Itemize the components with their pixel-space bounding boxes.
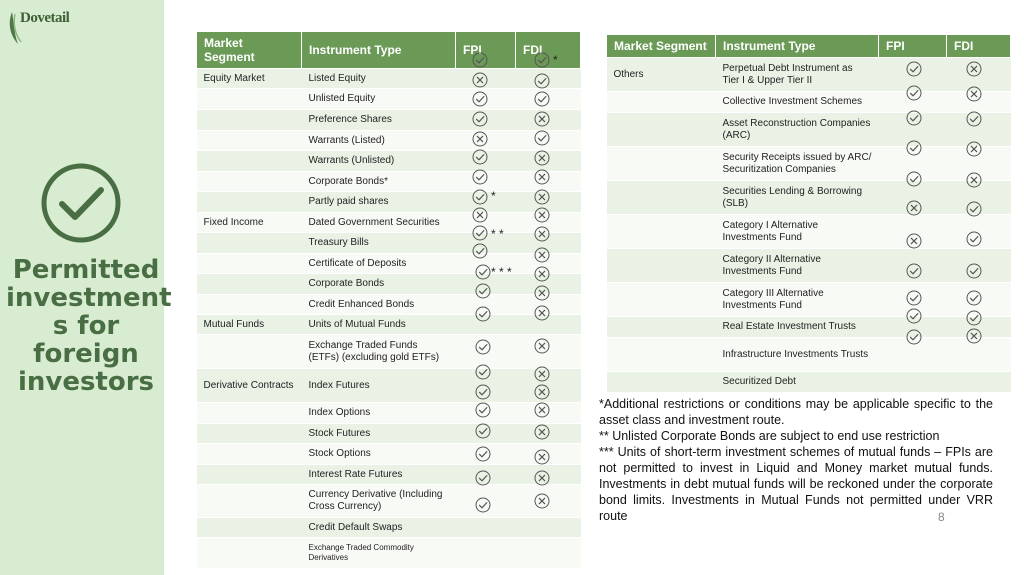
market-segment-cell	[197, 233, 302, 254]
market-segment-cell	[197, 110, 302, 131]
fdi-cell	[947, 372, 1011, 393]
table-row	[197, 369, 581, 403]
fpi-cell	[456, 518, 516, 538]
table-row	[197, 110, 581, 131]
market-segment-cell	[607, 372, 716, 393]
cross-circle-icon	[472, 207, 488, 223]
market-segment-cell	[197, 192, 302, 213]
table-row	[607, 215, 1011, 249]
footnote-1: *Additional restrictions or conditions may be applicable specific to the asset class and investment route.	[599, 397, 993, 427]
cross-circle-icon	[472, 72, 488, 88]
check-circle-icon	[475, 306, 491, 322]
cross-circle-icon	[966, 141, 982, 157]
check-circle-icon	[906, 61, 922, 77]
check-circle-icon	[966, 111, 982, 127]
instrument-type-cell: Exchange Traded Funds (ETFs) (excluding gold ETFs)	[302, 335, 456, 369]
asterisk-mark: * *	[491, 227, 504, 241]
table-row	[197, 89, 581, 110]
check-circle-icon	[966, 231, 982, 247]
cross-circle-icon	[534, 266, 550, 282]
check-circle-icon	[906, 263, 922, 279]
table-row	[607, 249, 1011, 283]
cross-circle-icon	[534, 424, 550, 440]
cross-circle-icon	[472, 131, 488, 147]
instrument-type-cell: Units of Mutual Funds	[302, 315, 456, 335]
check-circle-icon	[472, 111, 488, 127]
market-segment-cell	[197, 403, 302, 424]
check-circle-icon	[966, 263, 982, 279]
check-circle-icon	[475, 264, 491, 280]
instrument-type-cell: Perpetual Debt Instrument as Tier I & Upper Tier II	[716, 58, 879, 92]
table-row	[197, 233, 581, 254]
market-segment-cell	[197, 295, 302, 315]
market-segment-cell	[197, 444, 302, 465]
table-row	[197, 213, 581, 233]
footnotes	[599, 396, 993, 524]
market-segment-cell	[607, 147, 716, 181]
instrument-type-cell: Corporate Bonds*	[302, 172, 456, 192]
instrument-type-cell: Index Options	[302, 403, 456, 424]
check-circle-icon	[906, 171, 922, 187]
check-circle-icon	[906, 329, 922, 345]
cross-circle-icon	[534, 285, 550, 301]
check-circle-icon	[534, 52, 550, 68]
check-circle-icon	[472, 91, 488, 107]
market-segment-cell	[197, 151, 302, 172]
instrument-type-cell: Unlisted Equity	[302, 89, 456, 110]
table-row	[197, 254, 581, 274]
table-row	[607, 181, 1011, 215]
check-circle-icon	[906, 110, 922, 126]
instrument-type-cell: Currency Derivative (Including Cross Currency)	[302, 485, 456, 518]
market-segment-cell: Fixed Income	[197, 213, 302, 233]
check-circle-icon	[475, 470, 491, 486]
cross-circle-icon	[966, 328, 982, 344]
instrument-type-cell: Infrastructure Investments Trusts	[716, 338, 879, 372]
check-circle-icon	[475, 384, 491, 400]
check-circle-icon	[472, 189, 488, 205]
fpi-cell	[879, 372, 947, 393]
cross-circle-icon	[906, 233, 922, 249]
table-row	[197, 403, 581, 424]
market-segment-cell	[197, 89, 302, 110]
table-row	[197, 444, 581, 465]
cross-circle-icon	[534, 226, 550, 242]
instrument-type-cell: Security Receipts issued by ARC/ Securitization Companies	[716, 147, 879, 181]
check-circle-icon	[906, 290, 922, 306]
table-row	[197, 485, 581, 518]
check-circle-icon	[475, 497, 491, 513]
instrument-type-cell: Interest Rate Futures	[302, 465, 456, 485]
table-row	[607, 372, 1011, 393]
instrument-type-cell: Stock Futures	[302, 424, 456, 444]
check-circle-icon	[472, 52, 488, 68]
check-circle-icon	[966, 310, 982, 326]
check-circle-icon	[534, 91, 550, 107]
footnote-2: ** Unlisted Corporate Bonds are subject to end use restriction	[599, 429, 940, 443]
header-market-segment: Market Segment	[607, 35, 716, 58]
instrument-type-cell: Category II Alternative Investments Fund	[716, 249, 879, 283]
asterisk-mark: *	[553, 53, 558, 67]
check-circle-icon	[472, 169, 488, 185]
market-segment-cell: Mutual Funds	[197, 315, 302, 335]
header-fdi: FDI	[516, 32, 581, 69]
table-row	[197, 315, 581, 335]
table-row	[607, 113, 1011, 147]
instrument-type-cell: Real Estate Investment Trusts	[716, 317, 879, 338]
check-circle-icon	[472, 243, 488, 259]
cross-circle-icon	[534, 493, 550, 509]
check-circle-icon	[40, 162, 122, 244]
check-circle-icon	[475, 283, 491, 299]
instrument-type-cell: Warrants (Listed)	[302, 131, 456, 151]
instrument-type-cell: Corporate Bonds	[302, 274, 456, 295]
table-row	[197, 192, 581, 213]
header-instrument-type: Instrument Type	[716, 35, 879, 58]
check-circle-icon	[475, 364, 491, 380]
table-row	[607, 92, 1011, 113]
market-segment-cell	[197, 485, 302, 518]
market-segment-cell	[197, 518, 302, 538]
market-segment-cell	[197, 172, 302, 192]
market-segment-cell	[607, 283, 716, 317]
header-market-segment: Market Segment	[197, 32, 302, 69]
page-number: 8	[938, 510, 945, 524]
cross-circle-icon	[534, 402, 550, 418]
fpi-cell	[456, 538, 516, 569]
cross-circle-icon	[534, 449, 550, 465]
market-segment-cell	[197, 424, 302, 444]
market-segment-cell: Others	[607, 58, 716, 92]
table-row	[607, 58, 1011, 92]
check-circle-icon	[475, 402, 491, 418]
check-circle-icon	[906, 140, 922, 156]
table-row	[197, 69, 581, 89]
slide-title: Permitted investment s for foreign investors	[6, 255, 172, 397]
check-circle-icon	[475, 339, 491, 355]
sidebar	[0, 0, 172, 575]
check-circle-icon	[472, 149, 488, 165]
cross-circle-icon	[966, 86, 982, 102]
instrument-type-cell: Partly paid shares	[302, 192, 456, 213]
market-segment-cell	[607, 113, 716, 147]
asterisk-mark: * * *	[491, 265, 512, 279]
table-row	[197, 131, 581, 151]
market-segment-cell	[607, 317, 716, 338]
header-fdi: FDI	[947, 35, 1011, 58]
table-row	[197, 295, 581, 315]
table-row	[197, 424, 581, 444]
asterisk-mark: *	[491, 189, 496, 203]
instruments-table-right	[606, 34, 1011, 393]
check-circle-icon	[534, 130, 550, 146]
check-circle-icon	[966, 201, 982, 217]
instrument-type-cell: Category III Alternative Investments Fund	[716, 283, 879, 317]
instrument-type-cell: Certificate of Deposits	[302, 254, 456, 274]
cross-circle-icon	[534, 470, 550, 486]
instrument-type-cell: Warrants (Unlisted)	[302, 151, 456, 172]
table-row	[197, 274, 581, 295]
check-circle-icon	[475, 446, 491, 462]
instrument-type-cell: Stock Options	[302, 444, 456, 465]
market-segment-cell	[197, 131, 302, 151]
table-row	[197, 172, 581, 192]
logo-text: Dovetail	[20, 10, 70, 26]
instrument-type-cell: Asset Reconstruction Companies (ARC)	[716, 113, 879, 147]
market-segment-cell	[607, 338, 716, 372]
instrument-type-cell: Securitized Debt	[716, 372, 879, 393]
instrument-type-cell: Listed Equity	[302, 69, 456, 89]
table-row	[607, 147, 1011, 181]
table-row	[607, 338, 1011, 372]
instrument-type-cell: Collective Investment Schemes	[716, 92, 879, 113]
check-circle-icon	[966, 290, 982, 306]
fdi-cell	[516, 518, 581, 538]
market-segment-cell	[197, 465, 302, 485]
table-row	[197, 335, 581, 369]
cross-circle-icon	[966, 172, 982, 188]
table-row	[197, 538, 581, 569]
cross-circle-icon	[534, 305, 550, 321]
table-row	[607, 317, 1011, 338]
cross-circle-icon	[534, 366, 550, 382]
market-segment-cell	[607, 249, 716, 283]
table-row	[607, 283, 1011, 317]
market-segment-cell: Derivative Contracts	[197, 369, 302, 403]
header-instrument-type: Instrument Type	[302, 32, 456, 69]
cross-circle-icon	[534, 247, 550, 263]
market-segment-cell: Equity Market	[197, 69, 302, 89]
instrument-type-cell: Category I Alternative Investments Fund	[716, 215, 879, 249]
instrument-type-cell: Treasury Bills	[302, 233, 456, 254]
header-fpi: FPI	[456, 32, 516, 69]
market-segment-cell	[197, 254, 302, 274]
instruments-table-left	[196, 31, 581, 569]
market-segment-cell	[197, 274, 302, 295]
check-circle-icon	[475, 423, 491, 439]
cross-circle-icon	[906, 200, 922, 216]
cross-circle-icon	[534, 169, 550, 185]
table-row	[197, 151, 581, 172]
cross-circle-icon	[534, 189, 550, 205]
footnote-3: *** Units of short-term investment schemes of mutual funds – FPIs are not permitted to invest in Liquid and Money market mutual funds. Investments in debt mutual funds will be reckoned under the corporate bond limits. Investments in Mutual Funds not permitted under VRR route	[599, 445, 993, 523]
instrument-type-cell: Exchange Traded Commodity Derivatives	[302, 538, 456, 569]
cross-circle-icon	[966, 61, 982, 77]
market-segment-cell	[607, 92, 716, 113]
cross-circle-icon	[534, 207, 550, 223]
instrument-type-cell: Securities Lending & Borrowing (SLB)	[716, 181, 879, 215]
instrument-type-cell: Index Futures	[302, 369, 456, 403]
market-segment-cell	[607, 181, 716, 215]
cross-circle-icon	[534, 338, 550, 354]
instrument-type-cell: Credit Enhanced Bonds	[302, 295, 456, 315]
cross-circle-icon	[534, 150, 550, 166]
table-row	[197, 518, 581, 538]
check-circle-icon	[906, 308, 922, 324]
check-circle-icon	[472, 225, 488, 241]
check-circle-icon	[906, 85, 922, 101]
instrument-type-cell: Preference Shares	[302, 110, 456, 131]
cross-circle-icon	[534, 384, 550, 400]
header-fpi: FPI	[879, 35, 947, 58]
market-segment-cell	[607, 215, 716, 249]
table-row	[197, 465, 581, 485]
instrument-type-cell: Dated Government Securities	[302, 213, 456, 233]
market-segment-cell	[197, 538, 302, 569]
fdi-cell	[516, 538, 581, 569]
market-segment-cell	[197, 335, 302, 369]
instrument-type-cell: Credit Default Swaps	[302, 518, 456, 538]
check-circle-icon	[534, 73, 550, 89]
cross-circle-icon	[534, 111, 550, 127]
